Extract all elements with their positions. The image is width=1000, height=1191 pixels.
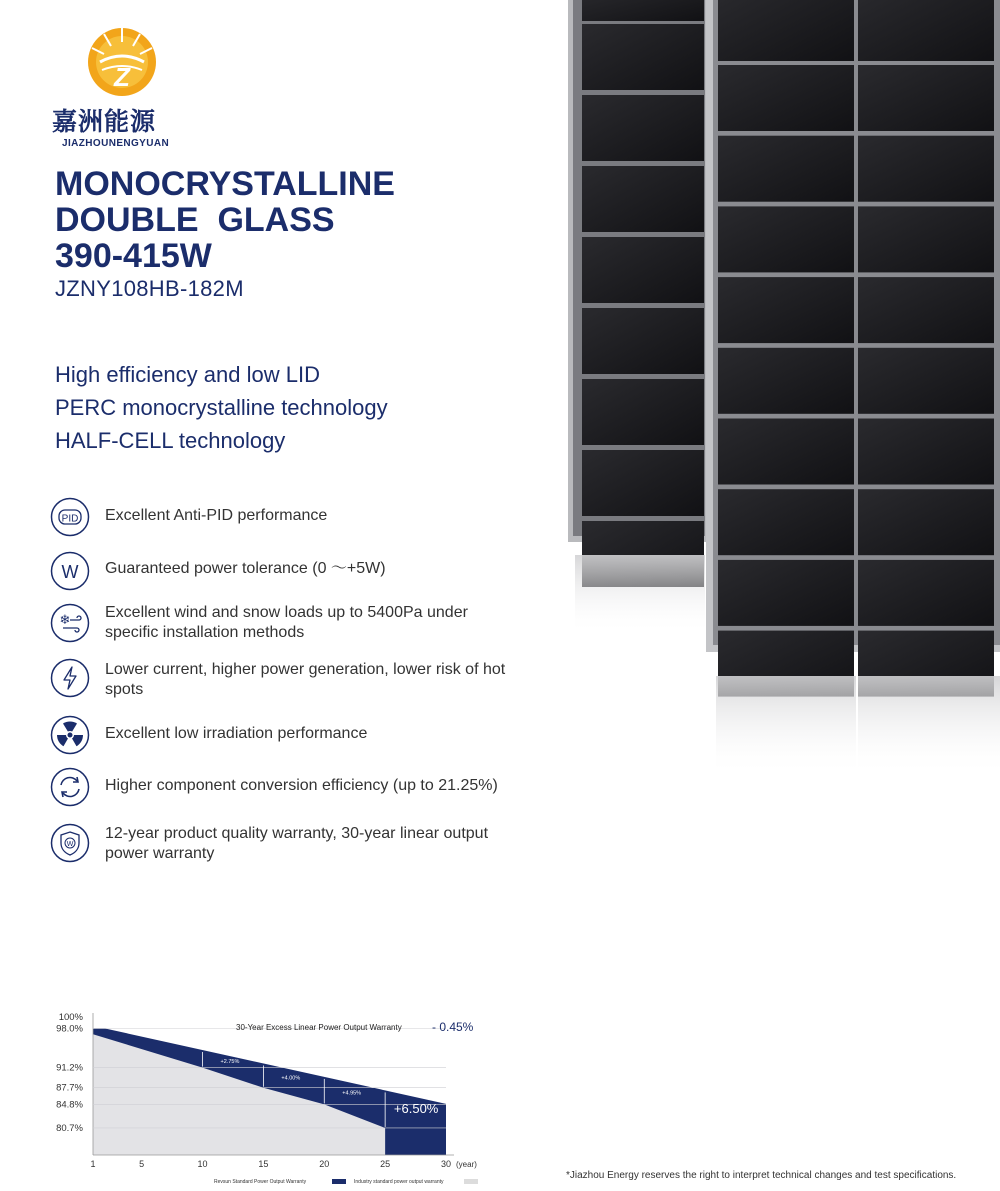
- sun-logo-icon: [84, 22, 160, 98]
- gap-label: +6.50%: [393, 1101, 439, 1117]
- solar-cell: [718, 65, 854, 131]
- solar-cell: [582, 450, 704, 516]
- solar-cell: [582, 95, 704, 161]
- x-tick-label: 20: [319, 1159, 330, 1169]
- feature-text: Excellent wind and snow loads up to 5400Pa under specific installation methods: [105, 604, 468, 641]
- warranty-shield-icon: [50, 823, 90, 863]
- y-tick-label: 80.7%: [56, 1122, 83, 1134]
- feature-text: Higher component conversion efficiency (up to 21.25%): [105, 777, 498, 794]
- chart-title: 30-Year Excess Linear Power Output Warranty: [236, 1023, 402, 1032]
- x-tick-label: 25: [380, 1159, 391, 1169]
- title-line-3: 390-415W: [55, 237, 212, 275]
- brand-name-cn: 嘉洲能源: [52, 107, 157, 136]
- solar-cell: [858, 65, 994, 131]
- solar-cell: [858, 348, 994, 414]
- gap-label: +2.75%: [220, 1058, 240, 1065]
- pid-glyph: PID: [61, 513, 79, 525]
- y-tick-label: 84.8%: [56, 1099, 83, 1111]
- solar-cell: [718, 419, 854, 485]
- lightning-icon: [50, 658, 90, 698]
- solar-cell: [718, 348, 854, 414]
- disclaimer: *Jiazhou Energy reserves the right to interpret technical changes and test specifications.: [566, 1170, 957, 1181]
- solar-cell: [858, 136, 994, 202]
- feature-item: [50, 551, 520, 595]
- back-solar-panel: [568, 0, 708, 635]
- x-tick-label: 5: [139, 1159, 145, 1169]
- feature-item: [50, 603, 520, 647]
- solar-cell: [582, 237, 704, 303]
- y-tick-label: 100%: [58, 1012, 83, 1023]
- solar-cell: [582, 379, 704, 445]
- solar-cell: [718, 206, 854, 272]
- legend-label: Industry standard power output warranty: [354, 1179, 444, 1185]
- feature-item: [50, 658, 520, 702]
- watt-icon: [50, 551, 90, 591]
- x-tick-label: 1: [90, 1159, 96, 1169]
- solar-cell: [582, 308, 704, 374]
- wind-snow-icon: [50, 603, 90, 643]
- solar-cell: [718, 489, 854, 555]
- feature-item: [50, 497, 520, 541]
- pid-icon: [50, 497, 90, 537]
- y-tick-label: 87.7%: [56, 1082, 83, 1094]
- degradation-rate: - 0.45%: [432, 1020, 474, 1034]
- x-tick-label: 30: [440, 1159, 452, 1169]
- feature-text: Excellent low irradiation performance: [105, 725, 368, 742]
- highlight-item: HALF-CELL technology: [55, 428, 286, 453]
- solar-cell: [858, 419, 994, 485]
- feature-text: Guaranteed power tolerance (0 ～+5W): [105, 560, 386, 577]
- logo-mark: Z: [114, 62, 130, 92]
- feature-text: 12-year product quality warranty, 30-year linear output power warranty: [105, 825, 489, 862]
- feature-item: [50, 715, 520, 759]
- warranty-chart: [40, 1005, 510, 1191]
- legend-label: Revsun Standard Power Output Warranty: [214, 1179, 307, 1185]
- feature-item: [50, 767, 520, 811]
- y-tick-label: 91.2%: [56, 1062, 83, 1074]
- feature-text: Lower current, higher power generation, lower risk of hot spots: [105, 661, 506, 698]
- highlight-item: High efficiency and low LID: [55, 362, 320, 387]
- gap-label: +4.00%: [281, 1075, 301, 1082]
- irradiation-icon: [50, 715, 90, 755]
- title-line-2: DOUBLE GLASS: [55, 201, 335, 239]
- x-unit-label: (year): [456, 1160, 477, 1169]
- solar-cell: [718, 136, 854, 202]
- conversion-icon: [50, 767, 90, 807]
- legend-swatch: [332, 1179, 346, 1184]
- brand-logo: [52, 22, 192, 149]
- solar-cell: [718, 560, 854, 626]
- x-tick-label: 15: [258, 1159, 269, 1169]
- brand-name-en: JIAZHOUNENGYUAN: [62, 138, 170, 149]
- front-solar-panel: [706, 0, 1000, 776]
- product-title: [55, 166, 395, 302]
- watt-glyph: W: [61, 562, 79, 582]
- solar-cell: [718, 277, 854, 343]
- x-tick-label: 10: [197, 1159, 208, 1169]
- solar-cell: [858, 206, 994, 272]
- highlight-item: PERC monocrystalline technology: [55, 395, 388, 420]
- solar-cell: [858, 560, 994, 626]
- solar-cell: [858, 489, 994, 555]
- warranty-glyph: W: [66, 841, 74, 848]
- wind-snow-glyph: ❄: [59, 612, 71, 627]
- highlights: [55, 358, 388, 457]
- legend-swatch: [464, 1179, 478, 1184]
- title-line-1: MONOCRYSTALLINE: [55, 165, 395, 203]
- feature-item: [50, 823, 520, 867]
- solar-cell: [858, 277, 994, 343]
- y-tick-label: 98.0%: [56, 1023, 83, 1035]
- gap-label: +4.95%: [342, 1090, 362, 1097]
- feature-text: Excellent Anti-PID performance: [105, 507, 328, 524]
- solar-cell: [582, 24, 704, 90]
- model-number: JZNY108HB-182M: [55, 276, 244, 301]
- solar-cell: [582, 166, 704, 232]
- solar-panel-image: [530, 0, 1000, 880]
